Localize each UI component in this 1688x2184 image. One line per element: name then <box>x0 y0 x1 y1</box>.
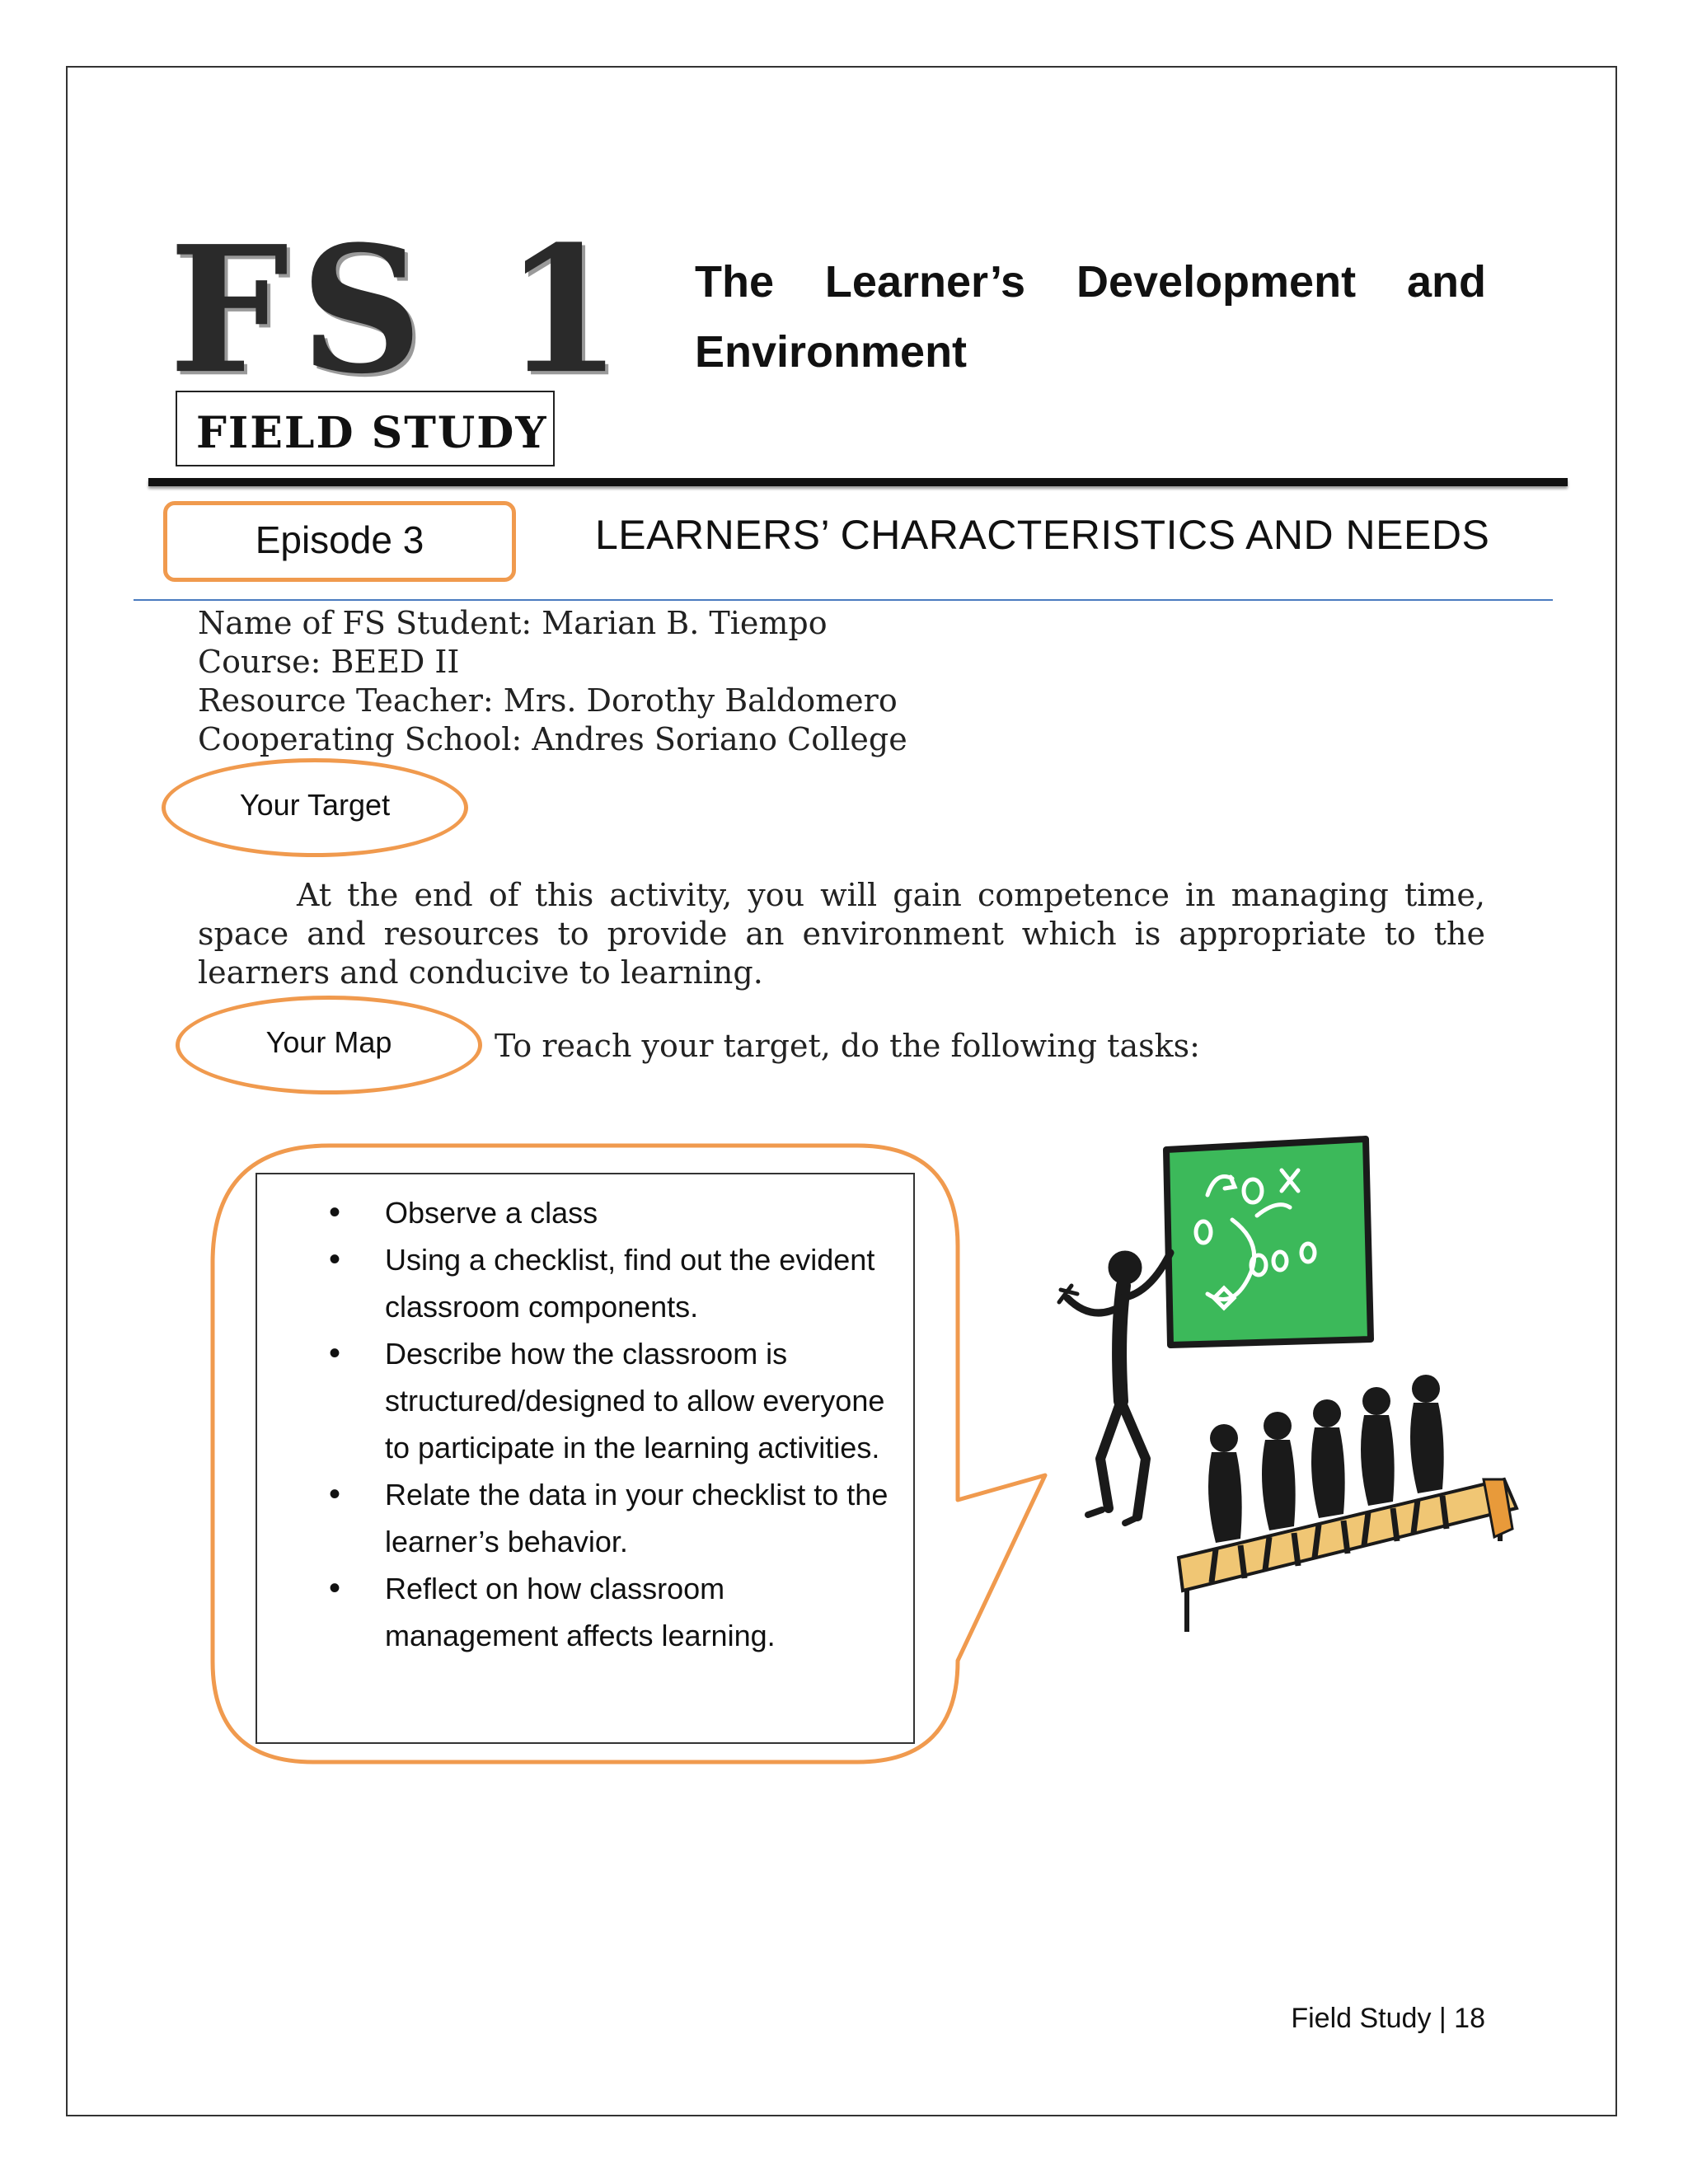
list-item: • Reflect on how classroom management affects learning. <box>329 1565 898 1659</box>
field-study-label: FIELD STUDY <box>196 408 548 458</box>
page-footer: Field Study | 18 <box>1291 2003 1485 2034</box>
teacher-figure <box>1059 1251 1170 1523</box>
list-item: • Using a checklist, find out the evident classroom components. <box>329 1236 898 1330</box>
list-item: • Observe a class <box>329 1189 898 1236</box>
episode-label: Episode 3 <box>255 518 424 561</box>
course-title-line2: Environment <box>695 327 968 377</box>
your-map-label: Your Map <box>265 1025 392 1059</box>
title-word: Development <box>1076 257 1357 307</box>
map-intro: To reach your target, do the following tasks: <box>495 1028 1200 1064</box>
cooperating-school: Cooperating School: Andres Soriano College <box>198 721 907 757</box>
teacher-and-students-clipart <box>1043 1129 1525 1665</box>
student-name: Name of FS Student: Marian B. Tiempo <box>198 605 828 641</box>
course-title <box>695 247 1486 387</box>
episode-title: LEARNERS’ CHARACTERISTICS AND NEEDS <box>595 512 1490 558</box>
tasks-list <box>329 1189 898 1659</box>
target-paragraph-text: At the end of this activity, you will gain competence in managing time, space and resources to provide an environment which is appropriate to the learners and conducive to learning. <box>198 877 1485 991</box>
resource-teacher: Resource Teacher: Mrs. Dorothy Baldomero <box>198 682 898 719</box>
header-divider <box>148 478 1568 486</box>
chalkboard <box>1166 1139 1371 1345</box>
student-info <box>198 604 907 759</box>
title-word: and <box>1406 257 1486 307</box>
tasks-box <box>256 1173 915 1744</box>
list-item: • Relate the data in your checklist to the learner’s behavior. <box>329 1471 898 1565</box>
student-course: Course: BEED II <box>198 644 460 680</box>
course-title-line1 <box>695 247 1486 317</box>
target-paragraph <box>198 876 1485 992</box>
section-divider <box>134 599 1553 601</box>
title-word: The <box>695 257 775 307</box>
title-word: Learner’s <box>824 257 1026 307</box>
list-item: • Describe how the classroom is structured/designed to allow everyone to participate in the learning activities. <box>329 1330 898 1471</box>
fs1-logo: FS 1 <box>169 209 634 413</box>
your-target-label: Your Target <box>239 788 391 822</box>
